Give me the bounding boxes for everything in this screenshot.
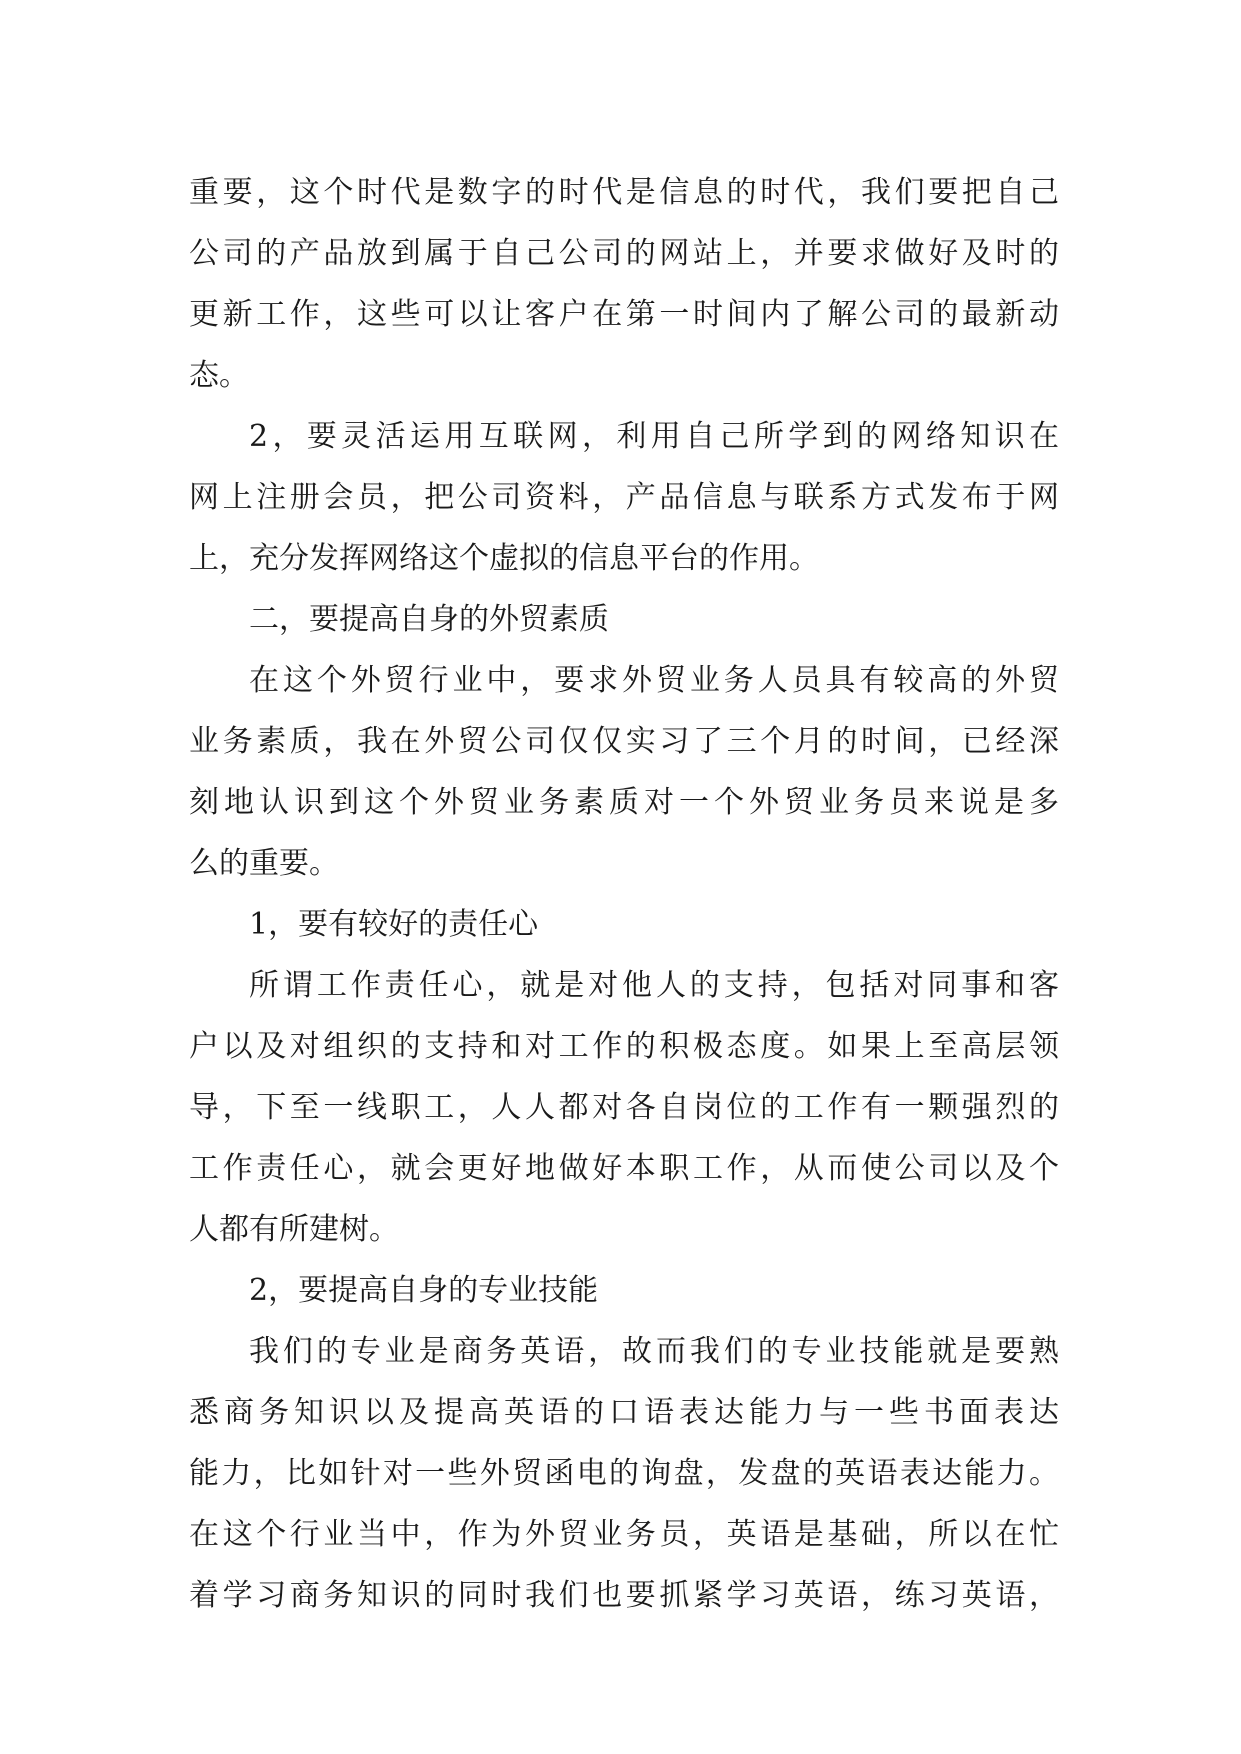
document-body — [189, 162, 1059, 1626]
text-line: 刻地认识到这个外贸业务素质对一个外贸业务员来说是多 — [189, 785, 1059, 820]
text-line: 导，下至一线职工，人人都对各自岗位的工作有一颗强烈的 — [189, 1090, 1059, 1125]
text-line: 重要，这个时代是数字的时代是信息的时代，我们要把自己 — [189, 175, 1059, 210]
subsection-heading: 1，要有较好的责任心 — [249, 907, 539, 942]
text-line: 人都有所建树。 — [189, 1212, 399, 1247]
section-heading: 二，要提高自身的外贸素质 — [249, 602, 609, 637]
text-line: 上，充分发挥网络这个虚拟的信息平台的作用。 — [189, 541, 819, 576]
text-line: 我们的专业是商务英语，故而我们的专业技能就是要熟 — [249, 1334, 1059, 1369]
text-line: 着学习商务知识的同时我们也要抓紧学习英语，练习英语， — [189, 1578, 1059, 1613]
text-line: 2，要灵活运用互联网，利用自己所学到的网络知识在 — [249, 419, 1059, 454]
text-line: 在这个行业当中，作为外贸业务员，英语是基础，所以在忙 — [189, 1517, 1059, 1552]
text-line: 么的重要。 — [189, 846, 339, 881]
text-line: 工作责任心，就会更好地做好本职工作，从而使公司以及个 — [189, 1151, 1059, 1186]
text-line: 公司的产品放到属于自己公司的网站上，并要求做好及时的 — [189, 236, 1059, 271]
text-line: 更新工作，这些可以让客户在第一时间内了解公司的最新动 — [189, 297, 1059, 332]
subsection-heading: 2，要提高自身的专业技能 — [249, 1273, 599, 1308]
text-line: 悉商务知识以及提高英语的口语表达能力与一些书面表达 — [189, 1395, 1059, 1430]
text-line: 能力，比如针对一些外贸函电的询盘，发盘的英语表达能力。 — [189, 1456, 1059, 1491]
text-line: 在这个外贸行业中，要求外贸业务人员具有较高的外贸 — [249, 663, 1059, 698]
text-line: 所谓工作责任心，就是对他人的支持，包括对同事和客 — [249, 968, 1059, 1003]
text-line: 网上注册会员，把公司资料，产品信息与联系方式发布于网 — [189, 480, 1059, 515]
text-line: 业务素质，我在外贸公司仅仅实习了三个月的时间，已经深 — [189, 724, 1059, 759]
text-line: 户以及对组织的支持和对工作的积极态度。如果上至高层领 — [189, 1029, 1059, 1064]
text-line: 态。 — [189, 358, 249, 393]
